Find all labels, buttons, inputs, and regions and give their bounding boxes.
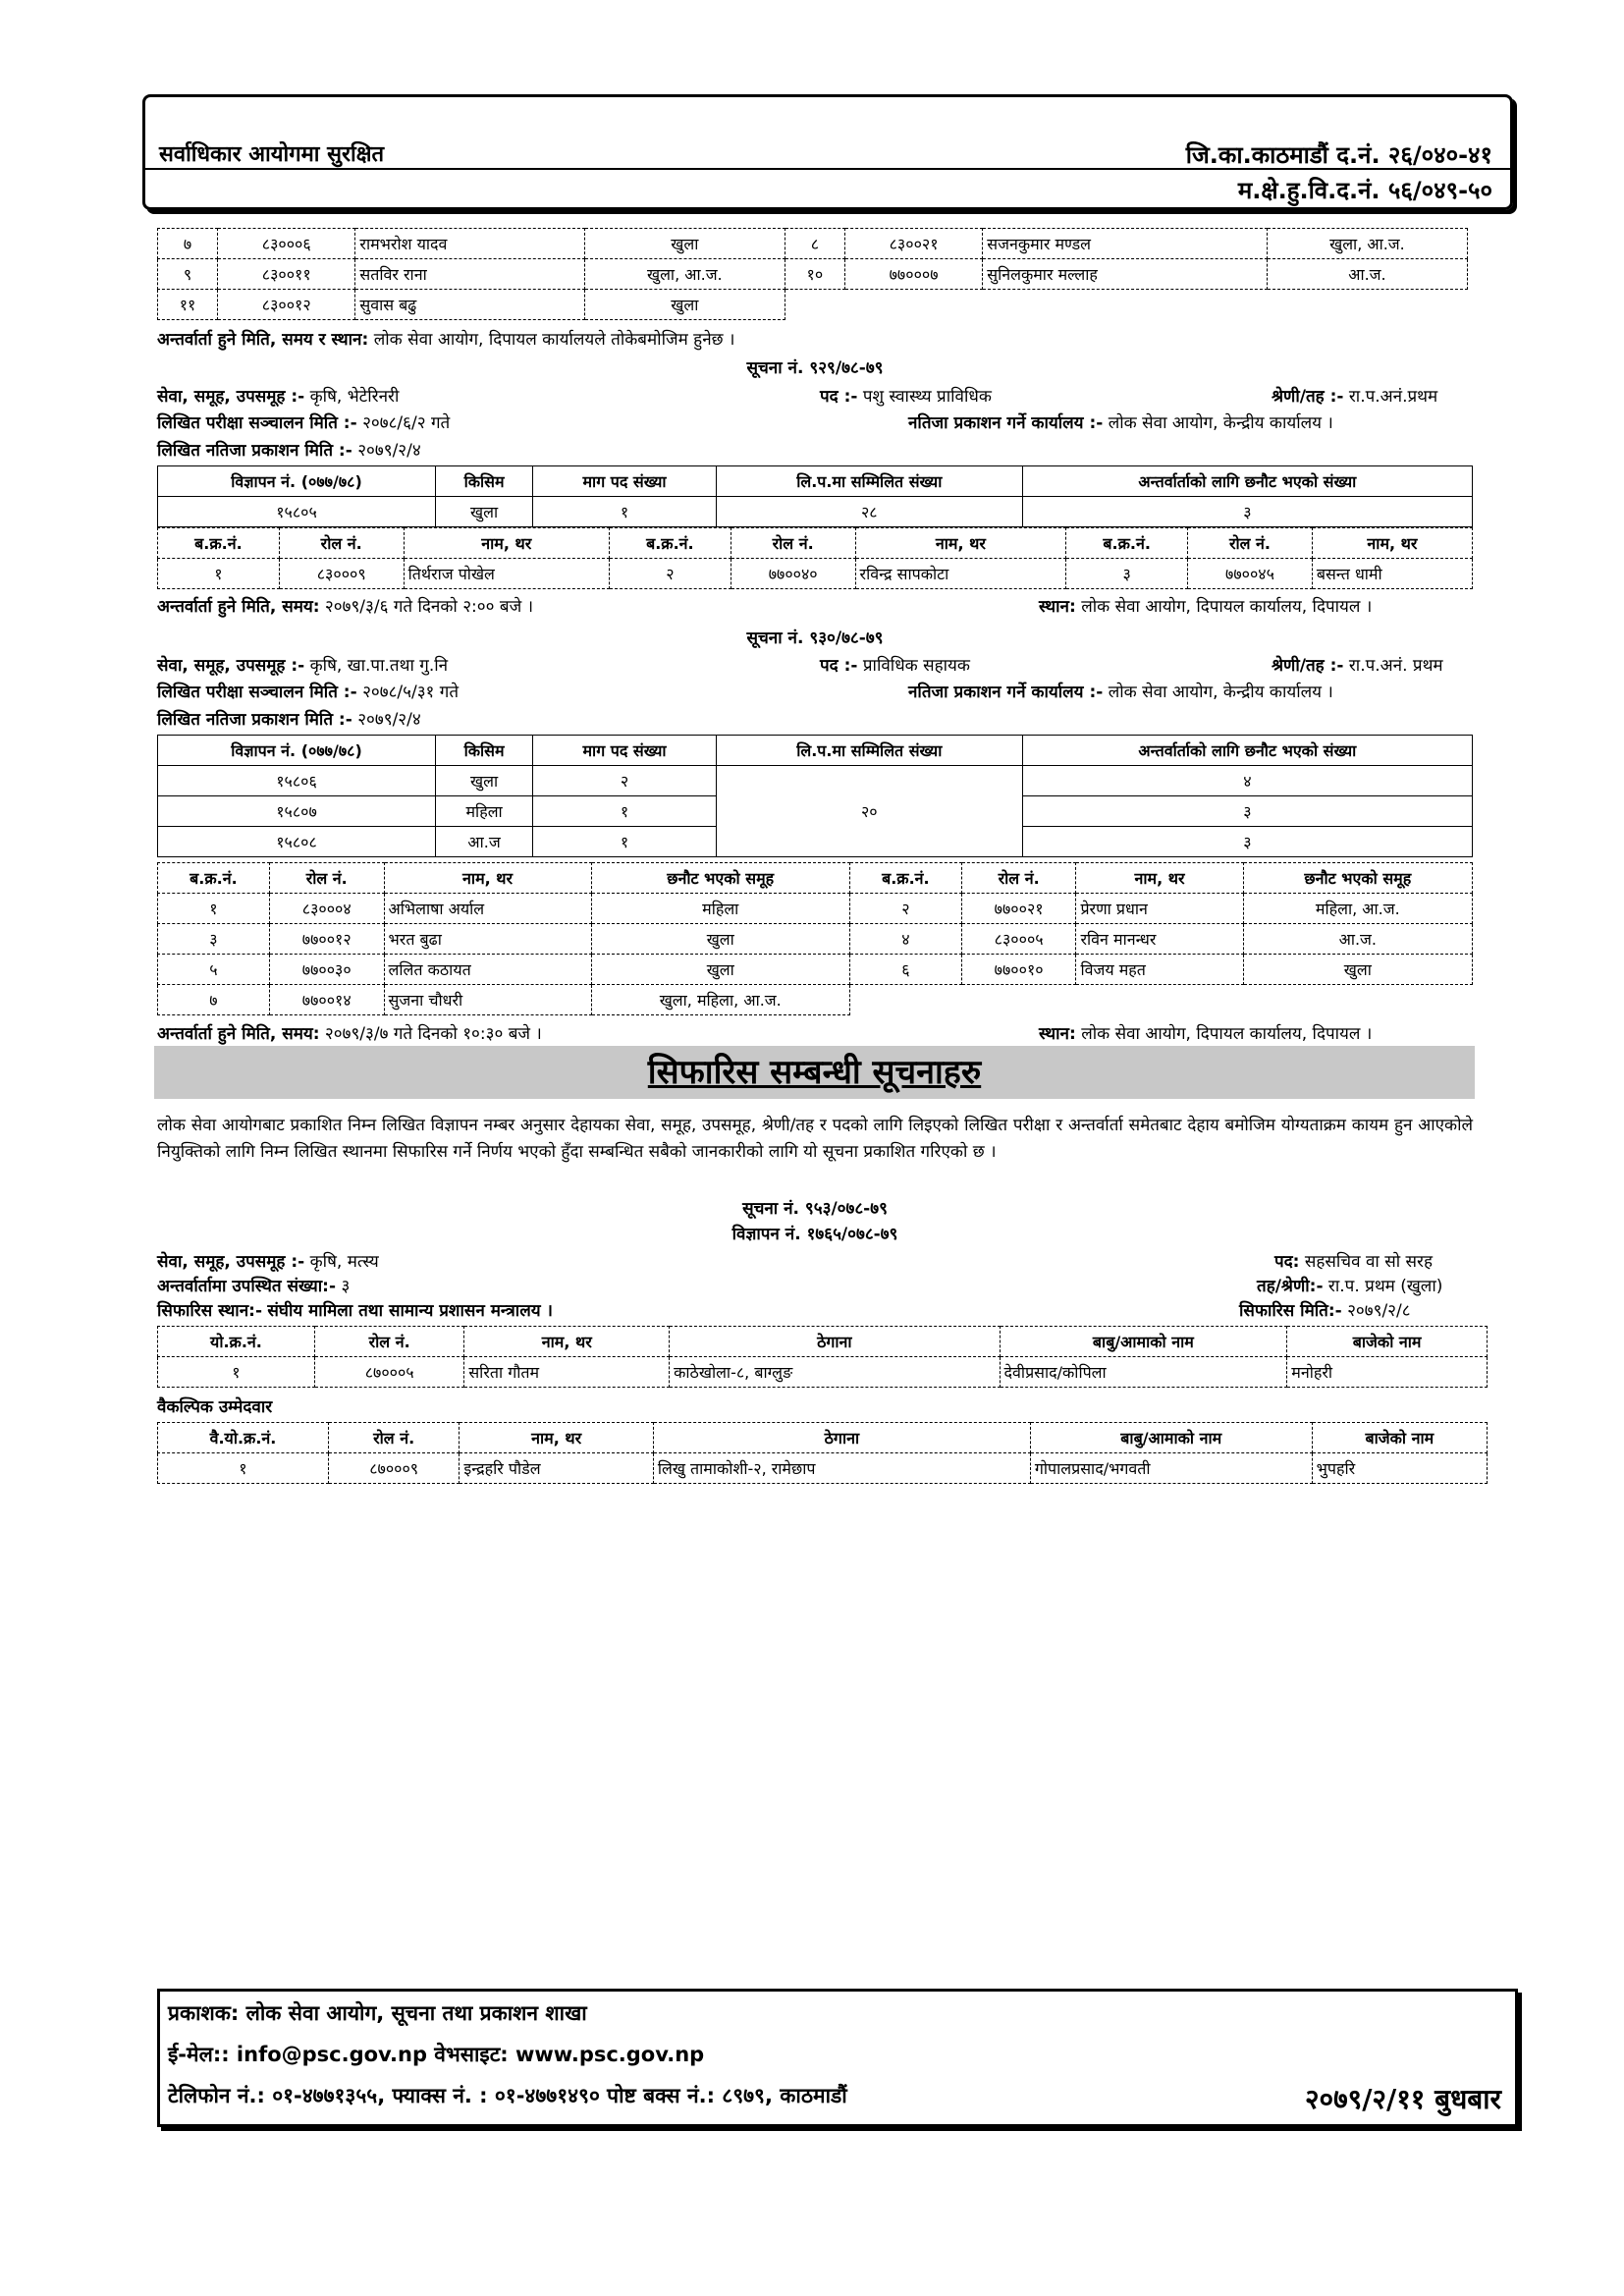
table-row xyxy=(158,1357,1488,1388)
interview-info-0: अन्तर्वार्ता हुने मिति, समय र स्थान: लोक सेवा आयोग, दिपायल कार्यालयले तोकेबमोजिम हुनेछ । xyxy=(157,330,735,350)
recommendation-paragraph: लोक सेवा आयोगबाट प्रकाशित निम्न लिखित विज्ञापन नम्बर अनुसार देहायका सेवा, समूह, उपसमूह, श्रेणी/तह र पदको लागि लिइएको लिखित परीक्षा र अन्तर्वार्ता समेतबाट देहाय बमोजिम योग्यताक्रम कायम हुन आएकोले नियुक्तिको लागि निम्न लिखित स्थानमा सिफारिस गर्ने निर्णय भएको हुँदा सम्बन्धित सबैको जानकारीको लागि यो सूचना प्रकाशित गरिएको छ । xyxy=(157,1116,1473,1162)
table-cell: ३ xyxy=(1066,559,1188,589)
column-header: अन्तर्वार्ताको लागि छनौट भएको संख्या xyxy=(1022,466,1472,497)
table-cell: सुजना चौधरी xyxy=(384,985,591,1015)
service-group: सेवा, समूह, उपसमूह :- कृषि, मत्स्य xyxy=(157,1252,379,1272)
table-cell: १ xyxy=(533,497,717,527)
post: पद: सहसचिव वा सो सरह xyxy=(1274,1252,1433,1272)
column-header: रोल नं. xyxy=(961,863,1076,894)
table-cell: २८ xyxy=(716,497,1022,527)
table-cell: खुला xyxy=(436,497,533,527)
table-cell: ७७००१० xyxy=(961,955,1076,985)
table-cell: ५ xyxy=(158,955,270,985)
column-header: रोल नं. xyxy=(269,863,384,894)
table-cell: सतविर राना xyxy=(355,259,584,290)
exam-date: लिखित परीक्षा सञ्चालन मिति :- २०७८/६/२ गते xyxy=(157,413,451,433)
column-header: बाबु/आमाको नाम xyxy=(1000,1327,1287,1357)
table-cell: प्रेरणा प्रधान xyxy=(1076,894,1243,924)
table-cell: खुला xyxy=(591,955,849,985)
table-cell: खुला, महिला, आ.ज. xyxy=(591,985,849,1015)
column-header: विज्ञापन नं. (०७७/७८) xyxy=(158,466,436,497)
table-cell: १० xyxy=(785,259,844,290)
service-group: सेवा, समूह, उपसमूह :- कृषि, खा.पा.तथा गु.नि xyxy=(157,656,449,676)
table-cell xyxy=(844,290,982,320)
selected-candidates-table xyxy=(157,527,1473,589)
table-cell: खुला, आ.ज. xyxy=(584,259,785,290)
phone-line: टेलिफोन नं.: ०१-४७७१३५५, फ्याक्स नं. : ०१-४७७१४९० पोष्ट बक्स नं.: ८९७९, काठमाडौं xyxy=(168,2084,847,2107)
page-header xyxy=(142,94,1513,210)
column-header: नाम, थर xyxy=(460,1423,654,1453)
column-header: नाम, थर xyxy=(1076,863,1243,894)
table-cell: १५८०५ xyxy=(158,497,436,527)
table-cell xyxy=(1267,290,1467,320)
table-row xyxy=(158,290,1468,320)
column-header: ब.क्र.नं. xyxy=(158,863,270,894)
interview-place: स्थान: लोक सेवा आयोग, दिपायल कार्यालय, दिपायल । xyxy=(1039,1024,1373,1044)
column-header: छनौट भएको समूह xyxy=(591,863,849,894)
table-cell: रविन्द्र सापकोटा xyxy=(855,559,1066,589)
table-cell: खुला xyxy=(591,924,849,955)
table-cell: ७७०००७ xyxy=(844,259,982,290)
table-row xyxy=(158,497,1473,527)
table-cell: खुला xyxy=(1243,955,1472,985)
table-cell: १ xyxy=(158,559,280,589)
result-date: लिखित नतिजा प्रकाशन मिति :- २०७९/२/४ xyxy=(157,710,421,730)
table-cell: १ xyxy=(533,796,717,827)
table-cell: ८७०००९ xyxy=(328,1453,459,1484)
alternate-candidate-label: वैकल्पिक उम्मेदवार xyxy=(157,1397,273,1417)
table-cell: ८३०००५ xyxy=(961,924,1076,955)
table-cell: खुला xyxy=(436,766,533,796)
level-class: तह/श्रेणी:- रा.प. प्रथम (खुला) xyxy=(1257,1277,1443,1296)
table-cell: खुला xyxy=(584,229,785,259)
table-cell xyxy=(1076,985,1243,1015)
table-cell: ८३००१२ xyxy=(218,290,355,320)
table-cell: २० xyxy=(716,766,1022,857)
table-cell: १५८०६ xyxy=(158,766,436,796)
column-header: लि.प.मा सम्मिलित संख्या xyxy=(716,736,1022,766)
registration-number-1: जि.का.काठमाडौं द.नं. २६/०४०-४१ xyxy=(1185,141,1492,169)
recommendation-place: सिफारिस स्थान:- संघीय मामिला तथा सामान्य प्रशासन मन्त्रालय । xyxy=(157,1301,553,1321)
table-cell: ३ xyxy=(158,924,270,955)
column-header: नाम, थर xyxy=(384,863,591,894)
table-row xyxy=(158,894,1473,924)
interview-date-time: अन्तर्वार्ता हुने मिति, समय: २०७९/३/७ गते दिनको १०:३० बजे । xyxy=(157,1024,542,1044)
table-cell: ७ xyxy=(158,985,270,1015)
post: पद :- प्राविधिक सहायक xyxy=(820,656,970,676)
candidate-table-continued xyxy=(157,228,1468,320)
result-office: नतिजा प्रकाशन गर्ने कार्यालय :- लोक सेवा आयोग, केन्द्रीय कार्यालय । xyxy=(908,413,1333,433)
table-cell: इन्द्रहरि पौडेल xyxy=(460,1453,654,1484)
table-cell: अभिलाषा अर्याल xyxy=(384,894,591,924)
header-row xyxy=(158,466,1473,497)
header-row xyxy=(158,1423,1488,1453)
table-cell: ३ xyxy=(1022,796,1472,827)
table-cell xyxy=(1243,985,1472,1015)
table-row xyxy=(158,559,1473,589)
table-cell xyxy=(983,290,1268,320)
notice-title: सूचना नं. ९३०/७८-७९ xyxy=(746,629,884,648)
table-cell: ७७००१२ xyxy=(269,924,384,955)
column-header: बाजेको नाम xyxy=(1312,1423,1487,1453)
column-header: ब.क्र.नं. xyxy=(849,863,961,894)
post: पद :- पशु स्वास्थ्य प्राविधिक xyxy=(820,387,992,407)
table-cell xyxy=(785,290,844,320)
table-cell: ४ xyxy=(1022,766,1472,796)
column-header: ब.क्र.नं. xyxy=(609,528,731,559)
column-header: बाबु/आमाको नाम xyxy=(1030,1423,1312,1453)
column-header: विज्ञापन नं. (०७७/७८) xyxy=(158,736,436,766)
column-header: बाजेको नाम xyxy=(1287,1327,1488,1357)
table-cell: ८ xyxy=(785,229,844,259)
header-row xyxy=(158,863,1473,894)
column-header: नाम, थर xyxy=(404,528,609,559)
table-cell: महिला, आ.ज. xyxy=(1243,894,1472,924)
service-group: सेवा, समूह, उपसमूह :- कृषि, भेटेरिनरी xyxy=(157,387,400,407)
table-cell: बसन्त धामी xyxy=(1312,559,1472,589)
column-header: किसिम xyxy=(436,466,533,497)
table-row xyxy=(158,766,1473,796)
table-cell: सुनिलकुमार मल्लाह xyxy=(983,259,1268,290)
notice-title: सूचना नं. ९२९/७८-७९ xyxy=(746,358,884,378)
publisher-footer xyxy=(157,1989,1518,2127)
column-header: नाम, थर xyxy=(1312,528,1472,559)
alternate-candidate-table xyxy=(157,1422,1488,1484)
table-cell: ७७००४५ xyxy=(1188,559,1313,589)
exam-date: लिखित परीक्षा सञ्चालन मिति :- २०७८/५/३१ गते xyxy=(157,683,460,702)
table-cell: सुवास बढु xyxy=(355,290,584,320)
column-header: लि.प.मा सम्मिलित संख्या xyxy=(716,466,1022,497)
table-cell: गोपालप्रसाद/भगवती xyxy=(1030,1453,1312,1484)
table-row xyxy=(158,924,1473,955)
header-row xyxy=(158,528,1473,559)
table-cell: आ.ज xyxy=(436,827,533,857)
table-row xyxy=(158,259,1468,290)
table-cell xyxy=(849,985,961,1015)
result-date: लिखित नतिजा प्रकाशन मिति :- २०७९/२/४ xyxy=(157,441,421,461)
table-cell: ललित कठायत xyxy=(384,955,591,985)
table-row xyxy=(158,1453,1488,1484)
column-header: वै.यो.क्र.नं. xyxy=(158,1423,329,1453)
contact-line: ई-मेल:: info@psc.gov.np वेभसाइट: www.psc.gov.np xyxy=(168,2043,705,2066)
column-header: किसिम xyxy=(436,736,533,766)
column-header: ब.क्र.नं. xyxy=(1066,528,1188,559)
vacancy-summary-table xyxy=(157,465,1473,527)
column-header: ठेगाना xyxy=(670,1327,1000,1357)
column-header: रोल नं. xyxy=(279,528,404,559)
table-cell: ८३००२१ xyxy=(844,229,982,259)
column-header: नाम, थर xyxy=(855,528,1066,559)
table-cell: ८३०००६ xyxy=(218,229,355,259)
recommendation-banner: सिफारिस सम्बन्धी सूचनाहरु xyxy=(154,1046,1475,1099)
registration-number-2: म.क्षे.हु.वि.द.नं. ५६/०४९-५० xyxy=(1237,177,1492,204)
table-cell: ७७००३० xyxy=(269,955,384,985)
table-cell: ८३०००४ xyxy=(269,894,384,924)
column-header: ब.क्र.नं. xyxy=(158,528,280,559)
column-header: ठेगाना xyxy=(653,1423,1030,1453)
result-office: नतिजा प्रकाशन गर्ने कार्यालय :- लोक सेवा आयोग, केन्द्रीय कार्यालय । xyxy=(908,683,1333,702)
table-cell: लिखु तामाकोशी-२, रामेछाप xyxy=(653,1453,1030,1484)
selected-candidates-table xyxy=(157,862,1473,1015)
table-cell: ७७००४० xyxy=(731,559,855,589)
table-row xyxy=(158,955,1473,985)
column-header: रोल नं. xyxy=(314,1327,463,1357)
table-cell: २ xyxy=(609,559,731,589)
column-header: माग पद संख्या xyxy=(533,736,717,766)
table-cell: ७७००१४ xyxy=(269,985,384,1015)
column-header: रोल नं. xyxy=(1188,528,1313,559)
vacancy-summary-table xyxy=(157,735,1473,857)
table-cell: महिला xyxy=(436,796,533,827)
table-cell: रविन मानन्धर xyxy=(1076,924,1243,955)
header-row xyxy=(158,1327,1488,1357)
table-cell: ३ xyxy=(1022,497,1472,527)
recommended-candidate-table xyxy=(157,1326,1488,1388)
table-cell: आ.ज. xyxy=(1267,259,1467,290)
table-cell: ११ xyxy=(158,290,218,320)
table-cell: भरत बुढा xyxy=(384,924,591,955)
table-cell: ८३००११ xyxy=(218,259,355,290)
table-row xyxy=(158,985,1473,1015)
interview-date-time: अन्तर्वार्ता हुने मिति, समय: २०७९/३/६ गते दिनको २:०० बजे । xyxy=(157,597,534,617)
column-header: छनौट भएको समूह xyxy=(1243,863,1472,894)
table-cell: १५८०८ xyxy=(158,827,436,857)
table-cell: भुपहरि xyxy=(1312,1453,1487,1484)
table-cell: आ.ज. xyxy=(1243,924,1472,955)
table-cell: ६ xyxy=(849,955,961,985)
interview-place: स्थान: लोक सेवा आयोग, दिपायल कार्यालय, दिपायल । xyxy=(1039,597,1373,617)
column-header: यो.क्र.नं. xyxy=(158,1327,315,1357)
table-cell: १ xyxy=(533,827,717,857)
table-cell: ३ xyxy=(1022,827,1472,857)
table-cell: खुला xyxy=(584,290,785,320)
table-cell: सजनकुमार मण्डल xyxy=(983,229,1268,259)
table-cell: १ xyxy=(158,1357,315,1388)
table-cell xyxy=(961,985,1076,1015)
table-cell: महिला xyxy=(591,894,849,924)
column-header: नाम, थर xyxy=(464,1327,670,1357)
table-cell: ९ xyxy=(158,259,218,290)
table-cell: १ xyxy=(158,894,270,924)
table-cell: ८७०००५ xyxy=(314,1357,463,1388)
notice-title: सूचना नं. ९५३/०७८-७९ xyxy=(742,1199,888,1219)
advertisement-number: विज्ञापन नं. १७६५/०७८-७९ xyxy=(731,1225,898,1244)
recommendation-date: सिफारिस मिति:- २०७९/२/८ xyxy=(1239,1301,1411,1321)
table-cell: रामभरोश यादव xyxy=(355,229,584,259)
column-header: रोल नं. xyxy=(328,1423,459,1453)
table-cell: सरिता गौतम xyxy=(464,1357,670,1388)
table-cell: २ xyxy=(533,766,717,796)
table-cell: ७ xyxy=(158,229,218,259)
present-count: अन्तर्वार्तामा उपस्थित संख्या:- ३ xyxy=(157,1277,351,1296)
class-level: श्रेणी/तह :- रा.प.अनं. प्रथम xyxy=(1272,656,1443,676)
publication-date: २०७९/२/११ बुधबार xyxy=(1304,2083,1501,2115)
column-header: माग पद संख्या xyxy=(533,466,717,497)
column-header: अन्तर्वार्ताको लागि छनौट भएको संख्या xyxy=(1022,736,1472,766)
header-row xyxy=(158,736,1473,766)
table-cell: खुला, आ.ज. xyxy=(1267,229,1467,259)
table-row xyxy=(158,229,1468,259)
table-cell: देवीप्रसाद/कोपिला xyxy=(1000,1357,1287,1388)
table-cell: १ xyxy=(158,1453,329,1484)
copyright-text: सर्वाधिकार आयोगमा सुरक्षित xyxy=(159,142,385,167)
table-cell: तिर्थराज पोखेल xyxy=(404,559,609,589)
table-cell: विजय महत xyxy=(1076,955,1243,985)
table-cell: २ xyxy=(849,894,961,924)
table-cell: ४ xyxy=(849,924,961,955)
table-cell: १५८०७ xyxy=(158,796,436,827)
column-header: रोल नं. xyxy=(731,528,855,559)
table-cell: ८३०००९ xyxy=(279,559,404,589)
publisher-line: प्रकाशक: लोक सेवा आयोग, सूचना तथा प्रकाशन शाखा xyxy=(168,2001,587,2025)
table-cell: ७७००२१ xyxy=(961,894,1076,924)
table-cell: मनोहरी xyxy=(1287,1357,1488,1388)
table-cell: काठेखोला-८, बाग्लुङ xyxy=(670,1357,1000,1388)
header-divider xyxy=(145,168,1510,170)
class-level: श्रेणी/तह :- रा.प.अनं.प्रथम xyxy=(1272,387,1438,407)
